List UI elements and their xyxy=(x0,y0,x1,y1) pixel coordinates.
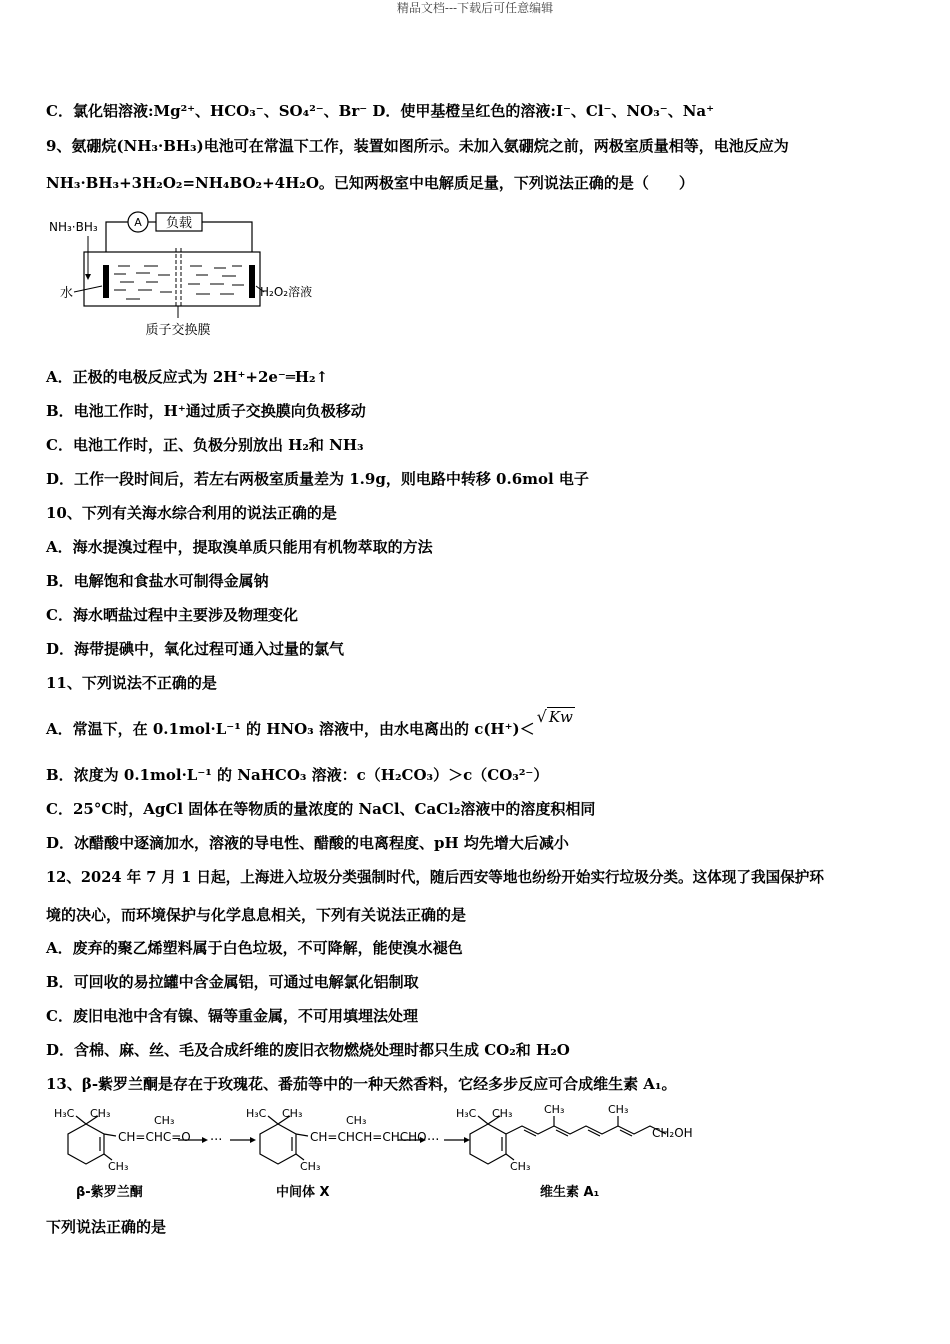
q11-option-a-text: A．常温下，在 0.1mol·L⁻¹ 的 HNO₃ 溶液中，由水电离出的 c(H⁺)＜ xyxy=(46,720,535,738)
vitamin-ch3-chain-1: CH₃ xyxy=(544,1103,565,1116)
ionone-ch3-chain: CH₃ xyxy=(154,1114,175,1127)
right-reagent-label: H₂O₂溶液 xyxy=(260,285,313,299)
ionone-ring xyxy=(68,1124,104,1164)
ammeter-label: A xyxy=(134,216,142,229)
q11-option-c: C．25°C时，AgCl 固体在等物质的量浓度的 NaCl、CaCl₂溶液中的溶度积相同 xyxy=(46,800,596,818)
q10-option-b: B．电解饱和食盐水可制得金属钠 xyxy=(46,572,269,590)
q12-option-a: A．废弃的聚乙烯塑料属于白色垃圾，不可降解，能使溴水褪色 xyxy=(46,939,463,957)
label-intermediate: 中间体 X xyxy=(276,1185,330,1200)
load-label: 负载 xyxy=(165,216,193,231)
battery-diagram xyxy=(46,208,336,340)
vitamin-end-group: CH₂OH xyxy=(652,1126,693,1140)
sqrt-kw: √ Kw xyxy=(536,707,573,726)
label-ionone: β-紫罗兰酮 xyxy=(76,1185,143,1200)
q11-option-b: B．浓度为 0.1mol·L⁻¹ 的 NaHCO₃ 溶液：c（H₂CO₃）＞c（CO₃²⁻） xyxy=(46,766,549,784)
q13-stem: 13、β-紫罗兰酮是存在于玫瑰花、番茄等中的一种天然香料，它经多步反应可合成维生素 A₁。 xyxy=(46,1075,677,1093)
intermediate-ch3-top: CH₃ xyxy=(282,1107,303,1120)
q9-stem-line1: 9、氨硼烷(NH₃·BH₃)电池可在常温下工作，装置如图所示。未加入氨硼烷之前，两极室质量相等，电池反应为 xyxy=(46,137,789,155)
q9-option-d: D．工作一段时间后，若左右两极室质量差为 1.9g，则电路中转移 0.6mol 电子 xyxy=(46,470,589,488)
q11-stem: 11、下列说法不正确的是 xyxy=(46,674,217,692)
vitamin-ch3-chain-2: CH₃ xyxy=(608,1103,629,1116)
intermediate-h3c: H₃C xyxy=(246,1107,267,1120)
arrow-dots-1: ··· xyxy=(210,1133,223,1148)
membrane-label: 质子交换膜 xyxy=(145,323,211,338)
water-label: 水 xyxy=(60,286,74,301)
q12-stem-line1: 12、2024 年 7 月 1 日起，上海进入垃圾分类强制时代，随后西安等地也纷纷开始实行垃圾分类。这体现了我国保护环 xyxy=(46,869,824,886)
ionone-h3c: H₃C xyxy=(54,1107,75,1120)
page-header: 精品文档---下载后可任意编辑 xyxy=(396,1,554,15)
vitamin-ch3-bottom: CH₃ xyxy=(510,1160,531,1173)
q11-option-a xyxy=(46,707,575,739)
q8-options-cd: C．氯化铝溶液:Mg²⁺、HCO₃⁻、SO₄²⁻、Br⁻ D．使甲基橙呈红色的溶液:I⁻、Cl⁻、NO₃⁻、Na⁺ xyxy=(46,102,715,120)
q9-option-a: A．正极的电极反应式为 2H⁺+2e⁻═H₂↑ xyxy=(46,368,329,386)
ionone-side-chain: CH=CHC=O xyxy=(118,1130,191,1144)
q9-option-c: C．电池工作时，正、负极分别放出 H₂和 NH₃ xyxy=(46,436,364,454)
q10-stem: 10、下列有关海水综合利用的说法正确的是 xyxy=(46,504,337,522)
vitamin-ch3-top: CH₃ xyxy=(492,1107,513,1120)
intermediate-ch3-bottom: CH₃ xyxy=(300,1160,321,1173)
right-electrode xyxy=(249,265,255,298)
sqrt-kw-radicand: Kw xyxy=(548,708,573,726)
intermediate-side-chain: CH=CHCH=CHCHO xyxy=(310,1130,427,1144)
q9-option-b: B．电池工作时，H⁺通过质子交换膜向负极移动 xyxy=(46,402,366,420)
q10-option-d: D．海带提碘中，氧化过程可通入过量的氯气 xyxy=(46,640,345,658)
q9-stem-line2: NH₃·BH₃+3H₂O₂=NH₄BO₂+4H₂O。已知两极室中电解质足量，下列说法正确的是（ ） xyxy=(46,174,694,192)
intermediate-ch3-chain: CH₃ xyxy=(346,1114,367,1127)
battery-container xyxy=(84,252,260,306)
q10-option-c: C．海水晒盐过程中主要涉及物理变化 xyxy=(46,606,298,624)
q10-option-a: A．海水提溴过程中，提取溴单质只能用有机物萃取的方法 xyxy=(46,538,433,556)
q12-stem-line2: 境的决心，而环境保护与化学息息相关，下列有关说法正确的是 xyxy=(46,906,467,924)
q11-option-d: D．冰醋酸中逐滴加水，溶液的导电性、醋酸的电离程度、pH 均先增大后减小 xyxy=(46,834,569,852)
vitamin-ring xyxy=(470,1124,506,1164)
left-reagent-label: NH₃·BH₃ xyxy=(49,220,98,234)
ionone-ch3-bottom: CH₃ xyxy=(108,1160,129,1173)
q12-option-b: B．可回收的易拉罐中含金属铝，可通过电解氯化铝制取 xyxy=(46,973,419,991)
ionone-ch3-top: CH₃ xyxy=(90,1107,111,1120)
intermediate-ring xyxy=(260,1124,296,1164)
q12-option-d: D．含棉、麻、丝、毛及合成纤维的废旧衣物燃烧处理时都只生成 CO₂和 H₂O xyxy=(46,1041,570,1059)
arrow-dots-2: ··· xyxy=(427,1133,440,1148)
vitamin-h3c: H₃C xyxy=(456,1107,477,1120)
q12-option-c: C．废旧电池中含有镍、镉等重金属，不可用填埋法处理 xyxy=(46,1007,418,1025)
synthesis-scheme xyxy=(46,1102,693,1206)
q13-question: 下列说法正确的是 xyxy=(46,1218,167,1236)
label-vitamin: 维生素 A₁ xyxy=(540,1185,600,1200)
left-electrode xyxy=(103,265,109,298)
